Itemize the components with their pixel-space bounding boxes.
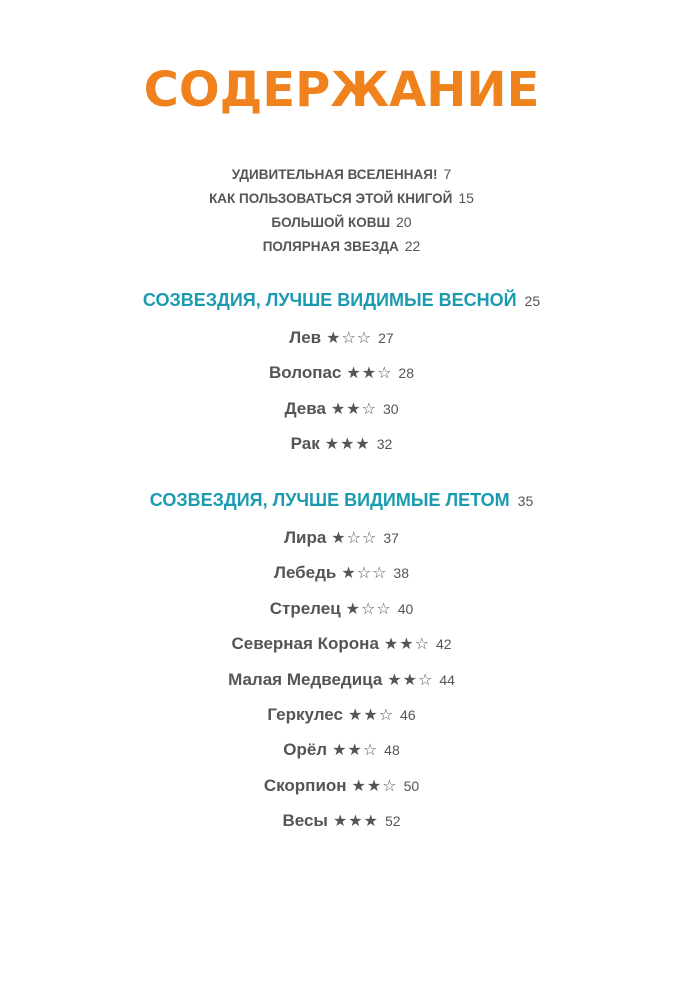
constellation-name: Лев <box>289 328 322 347</box>
difficulty-stars-icon: ★☆☆ <box>326 328 373 347</box>
toc-entry[interactable] <box>0 740 683 775</box>
toc-entry-label: УДИВИТЕЛЬНАЯ ВСЕЛЕННАЯ! <box>231 167 438 182</box>
toc-entry-page: 7 <box>443 166 452 182</box>
difficulty-stars-icon: ★★★ <box>324 434 371 454</box>
toc-entry[interactable] <box>0 670 683 705</box>
section-title: СОЗВЕЗДИЯ, ЛУЧШЕ ВИДИМЫЕ ВЕСНОЙ <box>142 290 517 310</box>
toc-entry-page: 27 <box>378 330 394 346</box>
section-page: 25 <box>524 293 541 309</box>
toc-entry[interactable] <box>0 328 683 363</box>
toc-entry[interactable] <box>0 599 683 634</box>
difficulty-stars-icon: ★☆☆ <box>345 598 392 618</box>
page-title: СОДЕРЖАНИЕ <box>143 62 540 118</box>
difficulty-stars-icon: ★★☆ <box>330 398 377 418</box>
difficulty-stars-icon: ★★☆ <box>387 669 434 689</box>
toc-entry[interactable] <box>0 705 683 740</box>
difficulty-stars-icon: ★★☆ <box>383 634 430 654</box>
toc-entry[interactable] <box>0 563 683 598</box>
toc-entry-page: 42 <box>435 636 452 653</box>
constellation-name: Лебедь <box>274 563 337 583</box>
difficulty-stars-icon: ★★★ <box>332 811 379 831</box>
toc-entry-page: 44 <box>439 671 455 688</box>
toc-entry[interactable] <box>0 363 683 398</box>
difficulty-stars-icon: ★★☆ <box>346 363 393 383</box>
toc-entry[interactable] <box>0 166 683 190</box>
constellation-name: Северная Корона <box>231 634 379 654</box>
toc-entry-page: 38 <box>393 565 409 582</box>
toc-entry-page: 30 <box>382 400 399 417</box>
constellation-name: Малая Медведица <box>228 669 383 689</box>
difficulty-stars-icon: ★★☆ <box>351 775 398 795</box>
section-spring <box>0 290 683 470</box>
section-summer <box>0 490 683 847</box>
intro-list <box>0 166 683 262</box>
toc-entry[interactable] <box>0 634 683 669</box>
constellation-name: Дева <box>284 398 326 418</box>
toc-entry[interactable] <box>0 214 683 238</box>
toc-entry[interactable] <box>0 811 683 846</box>
section-page: 35 <box>517 493 534 509</box>
difficulty-stars-icon: ★★☆ <box>348 704 395 724</box>
constellation-name: Орёл <box>283 740 328 760</box>
toc-entry-page: 46 <box>400 706 416 723</box>
toc-entry-label: ПОЛЯРНАЯ ЗВЕЗДА <box>262 239 399 254</box>
toc-entry-page: 50 <box>403 777 420 794</box>
toc-entry[interactable] <box>0 528 683 563</box>
difficulty-stars-icon: ★★☆ <box>332 740 379 760</box>
constellation-name: Волопас <box>269 363 342 383</box>
toc-entry-page: 15 <box>458 190 474 206</box>
toc-entry[interactable] <box>0 399 683 434</box>
toc-entry-label: КАК ПОЛЬЗОВАТЬСЯ ЭТОЙ КНИГОЙ <box>209 191 453 206</box>
toc-entry-page: 52 <box>384 813 401 830</box>
toc-entry[interactable] <box>0 434 683 469</box>
toc-entry-page: 48 <box>384 742 400 759</box>
constellation-name: Скорпион <box>263 775 347 795</box>
toc-entry-page: 32 <box>376 436 393 453</box>
toc-entry-page: 22 <box>404 238 421 254</box>
section-heading[interactable] <box>0 490 683 528</box>
constellation-name: Весы <box>282 811 328 831</box>
toc-entry-page: 20 <box>396 214 412 230</box>
constellation-name: Лира <box>284 528 327 547</box>
toc-entry-page: 28 <box>398 365 414 382</box>
section-heading[interactable] <box>0 290 683 328</box>
toc-entry-page: 40 <box>397 600 414 617</box>
difficulty-stars-icon: ★☆☆ <box>331 528 378 547</box>
toc-entry[interactable] <box>0 776 683 811</box>
toc-entry[interactable] <box>0 238 683 262</box>
toc-entry-label: БОЛЬШОЙ КОВШ <box>271 215 391 230</box>
constellation-name: Рак <box>290 434 320 454</box>
constellation-name: Стрелец <box>269 598 341 618</box>
toc-entry[interactable] <box>0 190 683 214</box>
difficulty-stars-icon: ★☆☆ <box>341 563 388 583</box>
constellation-name: Геркулес <box>267 704 343 724</box>
section-title: СОЗВЕЗДИЯ, ЛУЧШЕ ВИДИМЫЕ ЛЕТОМ <box>149 490 510 510</box>
toc-entry-page: 37 <box>383 530 399 546</box>
